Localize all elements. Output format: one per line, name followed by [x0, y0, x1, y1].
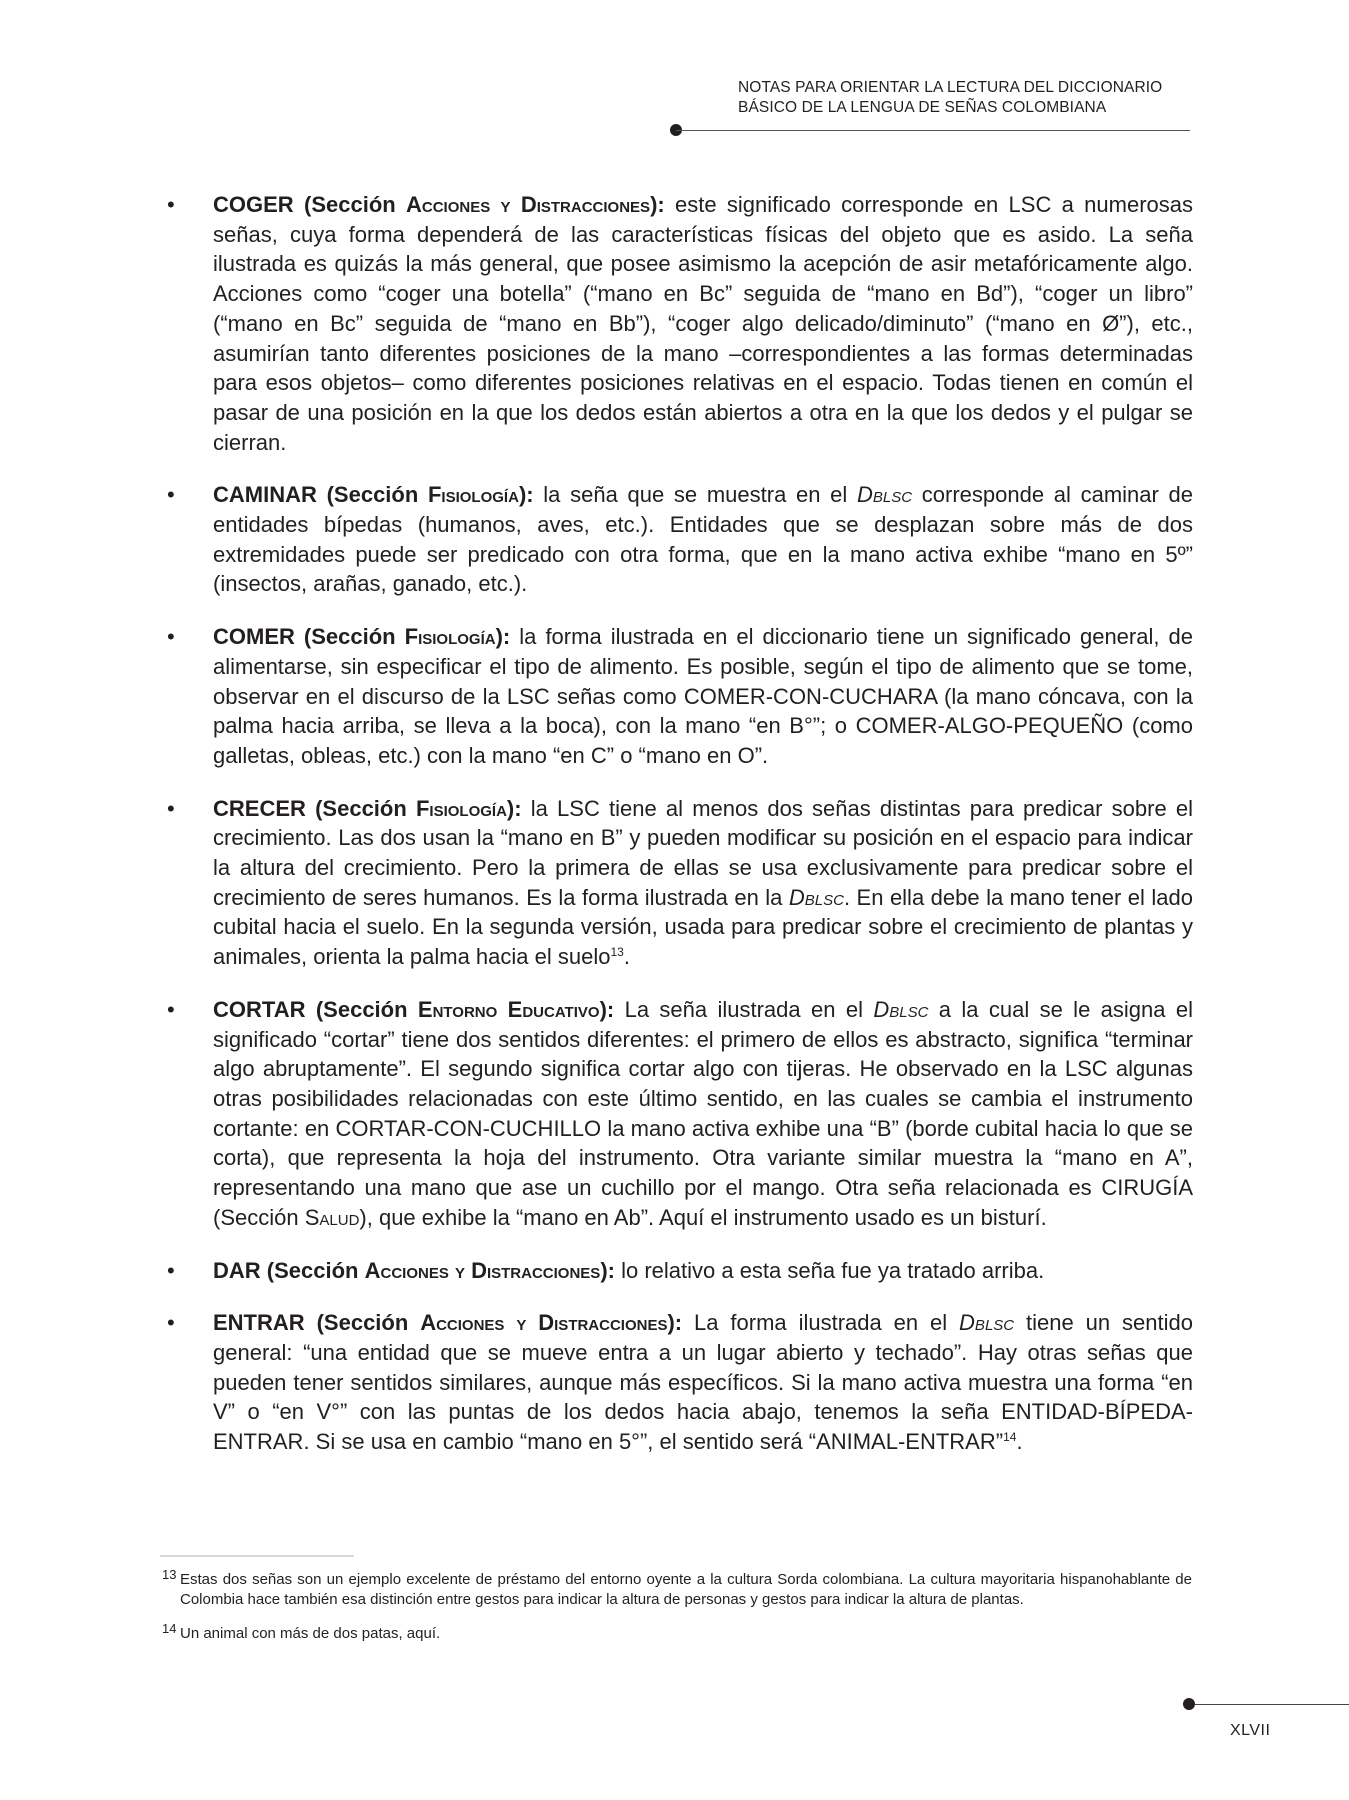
entry-section-open: (Sección — [266, 1257, 365, 1283]
running-header-line-1: NOTAS PARA ORIENTAR LA LECTURA DEL DICCIONARIO — [738, 79, 1163, 96]
entry-section-name: Fisiología — [427, 482, 519, 508]
entry-text: . — [1016, 1429, 1023, 1455]
entry-section-name: Acciones y Distracciones — [406, 192, 651, 217]
footnote-number: 14 — [162, 1621, 177, 1636]
entry-text: tiene un sentido general: “una entidad que se mueve entra a un lugar abierto y techado”. Hay otras señas que pueden tener sentidos similares, aunque más específicos. Si la mano activa muestra una forma “en V” o “en V°” con las puntas de los dedos hacia abajo, tenemos la seña ENTIDAD-BÍPEDA-ENTRAR. Si se usa en cambio “mano en 5°”, el sentido será “ANIMAL-ENTRAR” — [213, 1310, 1193, 1455]
entry-text: este significado corresponde en LSC a numerosas señas, cuya forma dependerá de las características físicas del objeto que es asido. La seña ilustrada es quizás la más general, que posee asimismo la acepción de asir metafóricamente algo. Acciones como “coger una botella” (“mano en Bc” seguida de “mano en Bd”), “coger un libro” (“mano en Bc” seguida de “mano en Bb”), “coger algo delicado/diminuto” (“mano en Ø”), etc., asumirían tanto diferentes posiciones de la mano –correspondientes a las formas determinadas para esos objetos– como diferentes posiciones relativas en el espacio. Todas tienen en común el pasar de una posición en la que los dedos están abiertos a otra en la que los dedos y el pulgar se cierran. — [213, 192, 1193, 455]
entry-entrar — [167, 1308, 1193, 1457]
entry-section-open: (Sección — [304, 192, 406, 217]
footnote-text: Un animal con más de dos patas, aquí. — [180, 1625, 441, 1642]
entry-section-close: ): — [600, 1257, 615, 1283]
entry-text: . En ella debe la mano tener el lado cubital hacia el suelo. En la segunda versión, usada para predicar sobre el crecimiento de plantas y animales, orienta la palma hacia el suelo — [213, 884, 1193, 970]
footnote-reference[interactable]: 14 — [1003, 1430, 1017, 1445]
entry-section-close: ): — [506, 795, 522, 821]
entry-term: CRECER — [213, 795, 306, 821]
entry-section-open: (Sección — [315, 996, 418, 1022]
entry-section-name: Acciones y Distracciones — [364, 1257, 601, 1283]
entry-text: La seña ilustrada en el — [614, 996, 874, 1022]
entry-caminar — [167, 480, 1193, 599]
entry-text: la LSC tiene al menos dos señas distintas para predicar sobre el crecimiento. Las dos usan la “mano en B” y pueden modificar su posición en el espacio para indicar la altura del crecimiento. Pero la primera de ellas se usa exclusivamente para predicar sobre el crecimiento de seres humanos. Es la forma ilustrada en la — [213, 795, 1193, 910]
entry-text: lo relativo a esta seña fue ya tratado arriba. — [614, 1257, 1045, 1283]
entry-term: DAR — [213, 1257, 261, 1283]
entry-section-open: (Sección — [315, 795, 416, 821]
dblsc-abbreviation: Dblsc — [857, 482, 913, 508]
footnote-reference[interactable]: 13 — [610, 945, 624, 960]
bullet-icon: • — [167, 996, 175, 1022]
entry-cortar — [167, 995, 1193, 1233]
entry-text: la seña que se muestra en el — [533, 482, 857, 508]
header-rule — [676, 130, 1190, 131]
footnote-separator — [160, 1555, 354, 1557]
bullet-icon: • — [167, 1257, 175, 1283]
footnote-14 — [162, 1621, 1192, 1644]
page-number: XLVII — [1230, 1722, 1271, 1739]
entry-comer — [167, 622, 1193, 771]
entry-section-close: ): — [667, 1310, 683, 1336]
entry-list — [167, 190, 1193, 1480]
entry-text: ), que exhibe la “mano en Ab”. Aquí el instrumento usado es un bisturí. — [359, 1204, 1047, 1230]
entry-section-close: ): — [599, 996, 615, 1022]
entry-term: CORTAR — [213, 996, 306, 1022]
entry-section-name: Fisiología — [404, 624, 496, 650]
entry-section-name: Acciones y Distracciones — [420, 1310, 668, 1336]
dblsc-abbreviation: Dblsc — [873, 996, 929, 1022]
entry-term: COMER — [213, 624, 295, 650]
entry-term: COGER — [213, 192, 294, 217]
entry-term: CAMINAR — [213, 482, 317, 508]
footer-bullet-dot-icon — [1183, 1698, 1195, 1710]
footnote-text: Estas dos señas son un ejemplo excelente de préstamo del entorno oyente a la cultura Sorda colombiana. La cultura mayoritaria hispanohablante de Colombia hace también esa distinción entre gestos para indicar la altura de personas y gestos para indicar la altura de plantas. — [180, 1571, 1192, 1608]
entry-section-close: ): — [518, 482, 534, 508]
entry-section-name: Fisiología — [415, 795, 507, 821]
footer-rule — [1195, 1704, 1349, 1705]
footnote-number: 13 — [162, 1567, 177, 1582]
dblsc-abbreviation: Dblsc — [788, 884, 844, 910]
entry-coger — [167, 190, 1193, 457]
entry-term: ENTRAR — [213, 1310, 305, 1336]
entry-section-open: (Sección — [326, 482, 428, 508]
footnote-13 — [162, 1567, 1192, 1610]
bullet-icon: • — [167, 624, 175, 650]
bullet-icon: • — [167, 482, 175, 508]
entry-section-open: (Sección — [316, 1310, 421, 1336]
entry-section-close: ): — [495, 624, 511, 650]
running-header-line-2: BÁSICO DE LA LENGUA DE SEÑAS COLOMBIANA — [738, 99, 1107, 116]
bullet-icon: • — [167, 192, 175, 217]
entry-text: corresponde al caminar de entidades bípedas (humanos, aves, etc.). Entidades que se desplazan sobre más de dos extremidades puede ser predicado con otra forma, que en la mano activa exhibe “mano en 5º” (insectos, arañas, ganado, etc.). — [213, 482, 1193, 597]
entry-section-open: (Sección — [303, 624, 405, 650]
entry-text: la forma ilustrada en el diccionario tiene un significado general, de alimentarse, sin especificar el tipo de alimento. Es posible, según el tipo de alimento que se tome, observar en el discurso de la LSC señas como COMER-CON-CUCHARA (la mano cóncava, con la palma hacia arriba, se lleva a la boca), con la mano “en B°”; o COMER-ALGO-PEQUEÑO (como galletas, obleas, etc.) con la mano “en C” o “mano en O”. — [213, 624, 1193, 768]
dblsc-abbreviation: Dblsc — [959, 1310, 1015, 1336]
bullet-icon: • — [167, 795, 175, 821]
footnotes — [162, 1567, 1192, 1658]
entry-section-close: ): — [650, 192, 665, 217]
entry-crecer — [167, 794, 1193, 972]
running-header — [738, 78, 1198, 118]
entry-text: . — [623, 944, 630, 970]
section-reference: Salud — [304, 1204, 360, 1230]
bullet-icon: • — [167, 1310, 175, 1336]
entry-text: a la cual se le asigna el significado “cortar” tiene dos sentidos diferentes: el primero de ellos es abstracto, significa “terminar algo abruptamente”. El segundo significa cortar algo con tijeras. He observado en la LSC algunas otras posibilidades relacionadas con este último sentido, en las cuales se cambia el instrumento cortante: en CORTAR-CON-CUCHILLO la mano activa exhibe una “B” (borde cubital hacia lo que se corta), que representa la hoja del instrumento. Otra variante similar muestra la “mano en A”, representando una mano que ase un cuchillo por el mango. Otra seña relacionada es CIRUGÍA (Sección — [213, 996, 1193, 1230]
entry-text: La forma ilustrada en el — [682, 1310, 960, 1336]
entry-dar — [167, 1256, 1193, 1286]
entry-section-name: Entorno Educativo — [417, 996, 600, 1022]
